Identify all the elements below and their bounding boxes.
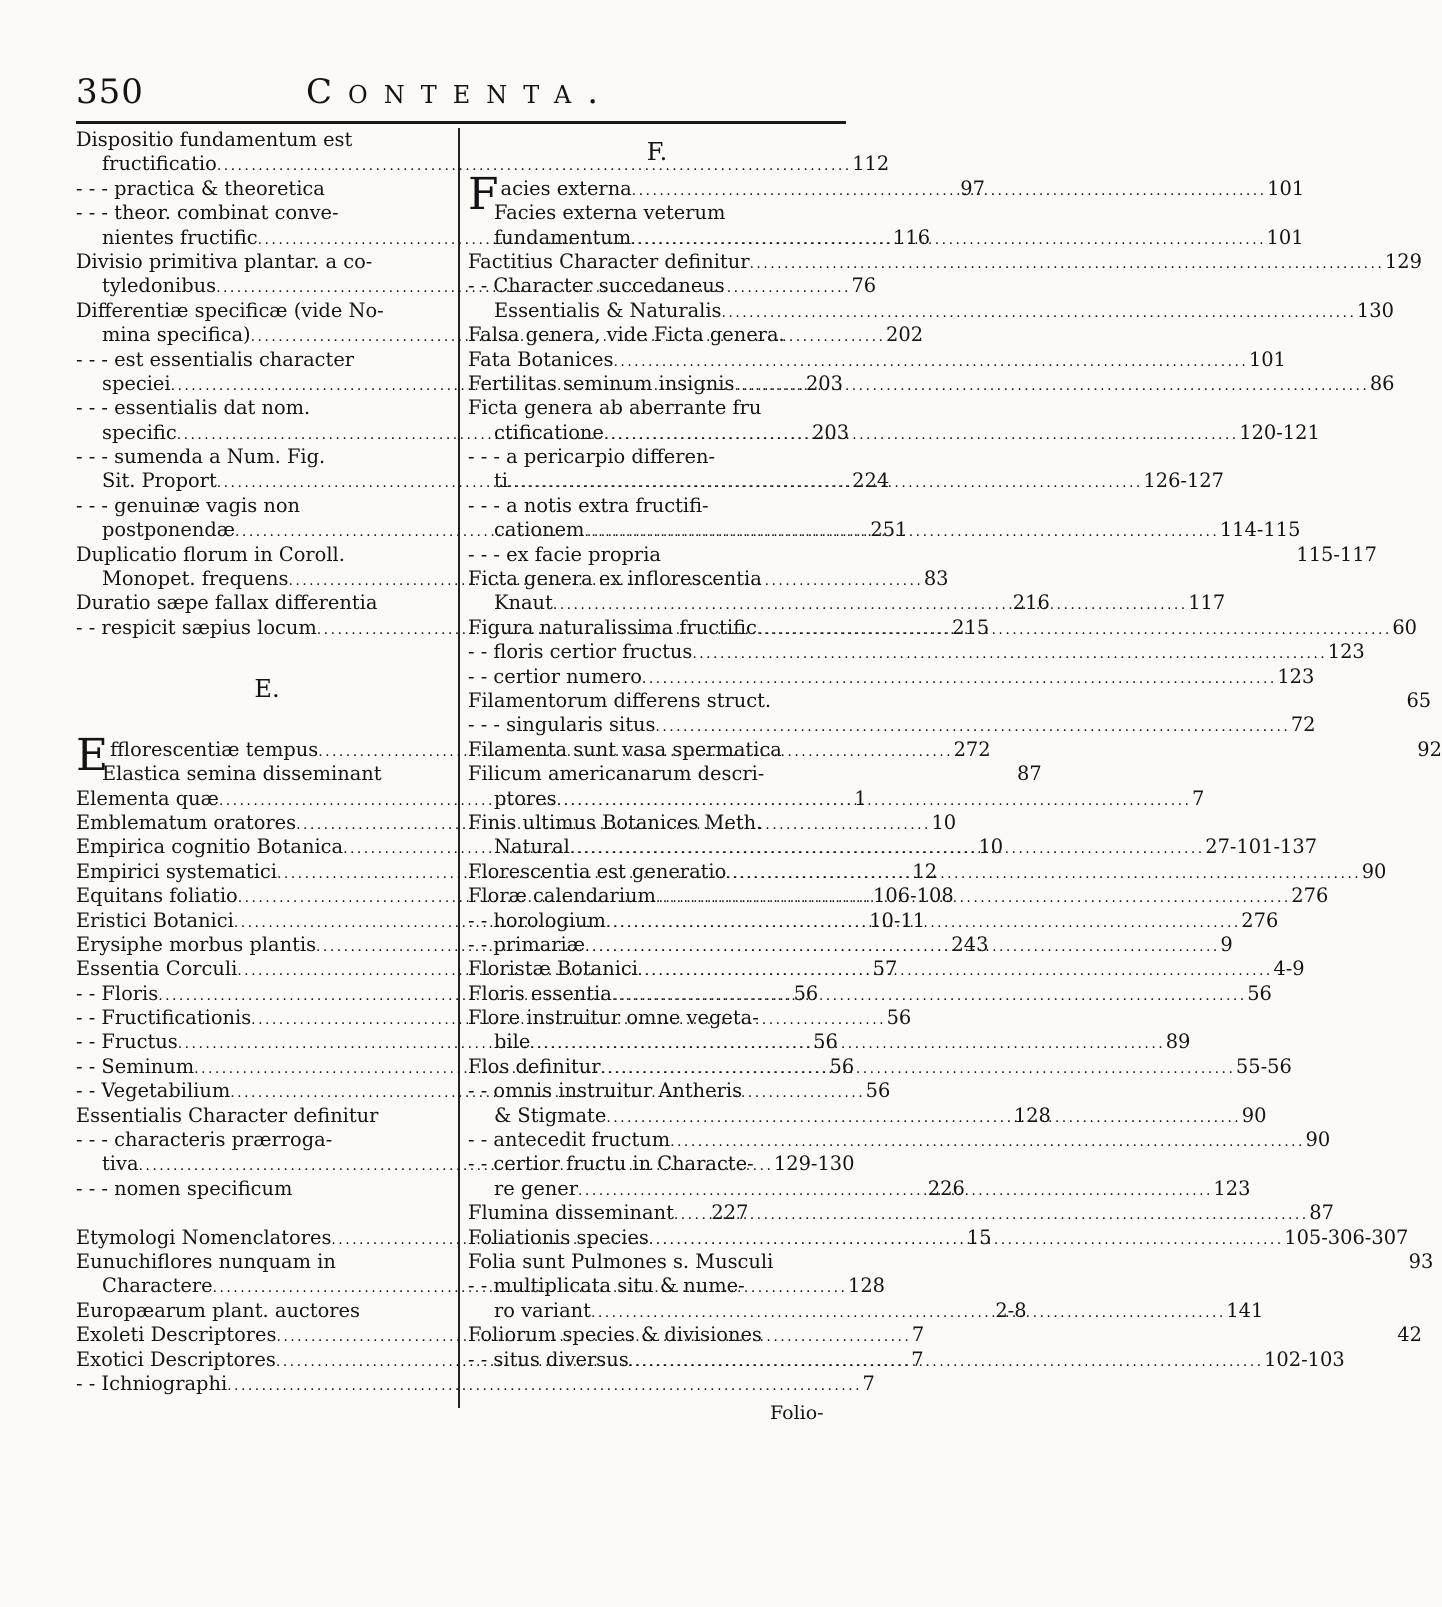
entry-term: - - - a pericarpio differen-: [468, 445, 716, 469]
entry-term: Etymologi Nomenclatores: [76, 1225, 332, 1249]
entry-term: Europæarum plant. auctores: [76, 1298, 360, 1322]
index-entry: [76, 299, 458, 323]
leader-dots: [757, 616, 1388, 640]
entry-term: - - primariæ: [468, 932, 585, 956]
entry-term: Essentialis & Naturalis: [494, 298, 722, 322]
page-reference: 42: [1397, 1323, 1422, 1347]
index-entry: [468, 786, 1205, 811]
entry-term: - - - nomen specificum: [76, 1176, 293, 1200]
entry-term: Fertilitas seminum insignis: [468, 371, 735, 395]
entry-term: Filamenta sunt vasa spermatica: [468, 737, 782, 761]
entry-term: - - Vegetabilium: [76, 1079, 231, 1103]
entry-term: Facies externa veterum: [494, 201, 726, 225]
entry-term: - - - ex facie propria: [468, 542, 661, 566]
page-reference: 83: [923, 567, 949, 591]
entry-term: Florescentia est generatio: [468, 859, 727, 883]
leader-dots: [557, 787, 1188, 811]
entry-term: Knaut: [494, 591, 553, 615]
entry-term: Floris essentia: [468, 981, 612, 1005]
entry-term: Elastica semina disseminant: [102, 762, 382, 786]
page-reference: [957, 445, 961, 469]
entry-term: Floræ calendarium: [468, 884, 656, 908]
entry-term: Eristici Botanici: [76, 908, 234, 932]
entry-term: - - - genuinæ vagis non: [76, 493, 300, 517]
page-reference: [984, 128, 988, 152]
page-reference: 276: [1241, 908, 1279, 932]
leader-dots: [606, 909, 1237, 933]
entry-term: Natural: [494, 835, 570, 859]
index-entry: [468, 1152, 846, 1176]
page-reference: [1346, 445, 1350, 469]
leader-dots: [692, 640, 1323, 664]
entry-term: Divisio primitiva plantar. a co-: [76, 249, 373, 273]
entry-term: ptores: [494, 786, 557, 810]
entry-term: Erysiphe morbus plantis: [76, 932, 317, 956]
running-title: Contenta.: [306, 72, 615, 112]
entry-term: Sit. Proport: [102, 469, 217, 493]
page-reference: 7: [862, 1371, 875, 1395]
entry-term: - - - theor. combinat conve-: [76, 201, 339, 225]
entry-term: - - antecedit fructum: [468, 1128, 671, 1152]
entry-term: Falsa genera, vide Ficta genera.: [468, 323, 785, 347]
entry-term: Fata Botanices: [468, 347, 614, 371]
leader-dots: [638, 957, 1269, 981]
page-reference: 60: [1392, 615, 1417, 639]
entry-term: - - - essentialis dat nom.: [76, 396, 311, 420]
entry-term: Elementa quæ: [76, 786, 219, 810]
entry-term: - - - est essentialis character: [76, 347, 355, 371]
page-reference: [1416, 323, 1420, 347]
index-entry: [468, 542, 1377, 567]
page-reference: 141: [1226, 1298, 1264, 1322]
entry-term: Duratio sæpe fallax differentia: [76, 591, 378, 615]
index-entry: [76, 1371, 875, 1396]
entry-term: - - - characteris prærroga-: [76, 1128, 333, 1152]
page-reference: 90: [1361, 859, 1387, 883]
index-entry: [76, 201, 458, 225]
entry-term: Duplicatio florum in Coroll.: [76, 542, 345, 566]
spacer: [76, 640, 458, 664]
entry-term: - - certior fructu in Characte-: [468, 1152, 754, 1176]
entry-term: specific: [102, 420, 177, 444]
entry-term: - - situs diversus: [468, 1347, 629, 1371]
page-reference: 27-101-137: [1205, 835, 1318, 859]
index-entry: [468, 420, 1320, 445]
index-entry: [468, 396, 846, 420]
entry-term: - - certior numero: [468, 664, 642, 688]
entry-term: Folia sunt Pulmones s. Musculi: [468, 1249, 774, 1273]
page-reference: 10: [931, 810, 957, 834]
page-reference: 120-121: [1239, 420, 1320, 444]
page-reference: 4-9: [1273, 957, 1305, 981]
page-reference: 251: [870, 518, 908, 542]
page-reference: 7: [1191, 786, 1205, 810]
index-entry: [76, 543, 458, 567]
index-entry: [76, 152, 890, 176]
page-reference: 128: [1013, 1103, 1051, 1127]
index-entry: [468, 1006, 846, 1030]
leader-dots: [629, 1348, 1260, 1372]
index-entry: [468, 981, 1272, 1006]
page-reference: 115-117: [1296, 542, 1377, 566]
page-reference: 202: [886, 323, 924, 347]
entry-term: Eunuchiflores nunquam in: [76, 1249, 336, 1273]
entry-term: re gener: [494, 1176, 579, 1200]
leader-dots: [656, 884, 1287, 908]
index-entry: [468, 249, 1422, 274]
page-reference: 86: [1369, 371, 1395, 395]
entry-term: Differentiæ specificæ (vide No-: [76, 298, 384, 322]
page-reference: 226: [927, 1176, 965, 1200]
entry-term: Empirica cognitio Botanica: [76, 835, 344, 859]
entry-term: - - Fructificationis: [76, 1006, 252, 1030]
entry-term-rest: fflorescentiæ tempus: [110, 737, 319, 761]
entry-term: - - - practica & theoretica: [76, 176, 325, 200]
page-reference: [967, 1250, 971, 1274]
leader-dots: [591, 1299, 1222, 1323]
entry-term: Filamentorum differens struct.: [468, 689, 772, 712]
entry-term: Ficta genera ex inflorescentia: [468, 567, 762, 591]
index-entry: [468, 835, 1318, 859]
leader-dots: [734, 372, 1365, 396]
index-entry: [468, 1274, 846, 1298]
page-reference: [1396, 762, 1400, 786]
entry-term: Flore instruitur omne vegeta-: [468, 1006, 759, 1030]
index-entry: [468, 1030, 1191, 1054]
page-reference: 65: [1406, 689, 1432, 712]
index-entry: [468, 689, 1432, 713]
entry-term: tiva: [102, 1152, 139, 1176]
page-reference: 203: [812, 420, 850, 444]
entry-term: Factitius Character definitur: [468, 249, 750, 273]
page-reference: 56: [813, 1030, 838, 1054]
page-reference: [1393, 396, 1397, 420]
leader-dots: [584, 518, 1215, 542]
column-divider: [458, 128, 460, 1408]
page-reference: 215: [952, 615, 990, 639]
page-reference: 216: [1012, 591, 1050, 615]
page-reference: 117: [1188, 591, 1226, 615]
index-entry: [76, 1250, 458, 1274]
page-reference: 2-8: [995, 1298, 1027, 1322]
page-reference: 9: [1220, 932, 1233, 956]
entry-term: ti: [494, 469, 508, 493]
entry-term-rest: acies externa: [500, 176, 632, 200]
entry-term: - - Floris: [76, 981, 159, 1005]
page-reference: 227: [711, 1201, 749, 1225]
leader-dots: [613, 348, 1244, 372]
page-header: [76, 70, 846, 120]
leader-dots: [674, 1201, 1305, 1225]
page-reference: 101: [1267, 176, 1305, 200]
index-entry: [468, 811, 846, 835]
page-reference: 7: [911, 1323, 925, 1347]
index-entry: [468, 1079, 846, 1103]
page-reference: 123: [1213, 1176, 1251, 1200]
index-entry: [76, 128, 458, 152]
entry-term: ro variant: [494, 1298, 591, 1322]
page-reference: 129: [1384, 249, 1422, 273]
entry-term: Filicum americanarum descri-: [468, 762, 765, 786]
index-entry: [468, 201, 846, 225]
page-reference: 106-108: [873, 884, 954, 908]
page-reference: 56: [1247, 981, 1272, 1005]
page-reference: 101: [1248, 347, 1286, 371]
entry-term: - - respicit sæpius locum: [76, 615, 317, 639]
page-reference: 12: [912, 859, 938, 883]
page-reference: 92: [1417, 737, 1442, 761]
entry-term: - - - sumenda a Num. Fig.: [76, 445, 326, 469]
index-entry: [468, 713, 1316, 737]
index-entry: [468, 567, 846, 591]
page-reference: 10-11: [869, 908, 926, 932]
page-reference: 272: [953, 737, 991, 761]
index-entry: [468, 1054, 1292, 1079]
section-letter: F.: [646, 138, 668, 166]
leader-dots: [722, 299, 1353, 323]
page-reference: 243: [951, 932, 989, 956]
entry-term: cationem: [494, 518, 585, 542]
page-reference: 7: [911, 1347, 924, 1371]
page-reference: 56: [886, 1006, 912, 1030]
index-entry: [76, 250, 458, 274]
page-reference: [931, 494, 935, 518]
catchword: Folio-: [770, 1402, 824, 1424]
page-reference: 130: [1356, 298, 1394, 322]
index-entry: [76, 1128, 458, 1152]
index-entry: [468, 371, 1395, 396]
page-reference: 76: [851, 274, 877, 298]
leader-dots: [553, 591, 1184, 615]
index-entry: [468, 1347, 1345, 1372]
index-entry: [468, 274, 846, 298]
entry-term: Exotici Descriptores: [76, 1347, 276, 1371]
page-reference: 90: [1305, 1128, 1331, 1152]
page-reference: [1356, 274, 1360, 298]
leader-dots: [670, 1128, 1301, 1152]
page-reference: 112: [852, 152, 890, 176]
page-reference: 203: [805, 371, 843, 395]
entry-term: nientes fructific: [102, 225, 258, 249]
entry-term: Floristæ Botanici: [468, 957, 638, 981]
index-entry: [76, 348, 458, 372]
page-reference: 116: [893, 225, 931, 249]
entry-term: - - Character succedaneus: [468, 274, 725, 298]
entry-term: postponendæ: [102, 518, 236, 542]
index-entry: [468, 640, 1365, 664]
entry-term: fundamentum: [494, 225, 632, 249]
index-entry: [76, 396, 458, 420]
page-reference: 102-103: [1264, 1347, 1345, 1371]
leader-dots: [570, 835, 1201, 859]
index-entry: [468, 323, 846, 347]
entry-term: fructificatio: [102, 152, 217, 176]
page-reference: 90: [1241, 1103, 1267, 1127]
entry-term: Emblematum oratores: [76, 810, 297, 834]
leader-dots: [227, 1372, 858, 1396]
page-reference: 87: [1016, 762, 1042, 786]
leader-dots: [655, 713, 1286, 737]
page-reference: [1390, 1006, 1394, 1030]
leader-dots: [530, 1030, 1161, 1054]
page-reference: 15: [966, 1225, 992, 1249]
entry-term: Monopet. frequens: [102, 567, 289, 591]
page-reference: 97: [960, 176, 985, 200]
entry-term: Figura naturalissima fructific: [468, 615, 757, 639]
page-reference: 72: [1290, 713, 1316, 737]
page-reference: [1357, 201, 1361, 225]
index-entry: [468, 1128, 1331, 1152]
page-reference: 128: [847, 1274, 885, 1298]
entry-term: speciei: [102, 371, 171, 395]
entry-term: Foliationis species: [468, 1225, 649, 1249]
leader-dots: [508, 469, 1139, 493]
entry-term: mina specifica): [102, 323, 251, 347]
page-reference: 10: [978, 835, 1004, 859]
page-reference: 1: [854, 786, 867, 810]
page-number: 350: [76, 72, 144, 112]
page-reference: [1340, 494, 1344, 518]
page-reference: 126-127: [1143, 469, 1224, 493]
entry-term: bile: [494, 1030, 531, 1054]
index-entry: [76, 494, 458, 518]
entry-term: Charactere: [102, 1274, 213, 1298]
page-reference: 55-56: [1235, 1054, 1292, 1078]
page-reference: 129-130: [773, 1152, 855, 1176]
entry-term: & Stigmate: [494, 1103, 607, 1127]
entry-term: - - - a notis extra fructifi-: [468, 493, 709, 517]
index-entry: [76, 445, 458, 469]
index-entry: [468, 1323, 1422, 1347]
index-entry: [468, 298, 1394, 323]
entry-term: - - - singularis situs: [468, 713, 656, 737]
leader-dots: [631, 226, 1262, 250]
index-entry: [468, 762, 846, 786]
entry-term: - - omnis instruitur Antheris: [468, 1079, 743, 1103]
page-reference: 114-115: [1219, 518, 1301, 542]
spacer: [76, 713, 458, 737]
index-entry: [468, 1249, 1434, 1274]
page-reference: 101: [1266, 225, 1304, 249]
section-letter: E.: [254, 674, 280, 703]
page-reference: 276: [1291, 884, 1329, 908]
leader-dots: [606, 1104, 1237, 1128]
page-reference: 57: [872, 957, 898, 981]
leader-dots: [632, 177, 1263, 201]
entry-term: - - Seminum: [76, 1054, 195, 1078]
page-reference: 105-306-307: [1284, 1225, 1409, 1249]
page-reference: [976, 543, 980, 567]
leader-dots: [585, 933, 1216, 957]
page-reference: [970, 201, 974, 225]
entry-term: Dispositio fundamentum est: [76, 128, 353, 151]
page-reference: 93: [1408, 1249, 1434, 1273]
leader-dots: [604, 421, 1235, 445]
page-reference: [1373, 1079, 1377, 1103]
page-reference: [1385, 1152, 1389, 1176]
page-reference: 56: [865, 1079, 891, 1103]
index-entry: [468, 347, 1286, 372]
page-reference: [1394, 811, 1398, 835]
page-reference: 56: [829, 1054, 855, 1078]
leader-dots: [642, 665, 1273, 689]
entry-term: Empirici systematici: [76, 859, 277, 883]
leader-dots: [649, 1226, 1280, 1250]
page-reference: 224: [852, 469, 890, 493]
entry-term: [468, 168, 632, 220]
leader-dots: [726, 860, 1357, 884]
entry-term: ctificatione: [494, 420, 604, 444]
entry-term: - - horologium: [468, 908, 606, 932]
leader-dots: [612, 982, 1243, 1006]
page-reference: [942, 396, 946, 420]
page-reference: 123: [1277, 664, 1315, 688]
entry-term: Foliorum species & divisiones: [468, 1323, 762, 1347]
leader-dots: [578, 1177, 1209, 1201]
header-rule: [76, 121, 846, 124]
index-entry: [468, 445, 846, 469]
page-reference: 123: [1327, 640, 1365, 664]
index-entry: [468, 494, 846, 518]
entry-term: - - Ichniographi: [76, 1371, 228, 1395]
entry-term: Essentia Corculi: [76, 957, 238, 981]
entry-term: Flos definitur: [468, 1054, 601, 1078]
entry-term: - - multiplicata situ & nume-: [468, 1274, 745, 1298]
entry-term: Finis ultimus Botanices Meth.: [468, 810, 763, 834]
page-reference: 56: [793, 981, 819, 1005]
entry-term: Flumina disseminant: [468, 1201, 674, 1225]
entry-term: Equitans foliatio: [76, 884, 238, 908]
page-reference: [1376, 1274, 1380, 1298]
entry-term: - - floris certior fructus: [468, 640, 693, 664]
leader-dots: [750, 250, 1381, 274]
drop-initial: E: [76, 729, 109, 781]
leader-dots: [601, 1055, 1232, 1079]
drop-initial: F: [468, 168, 499, 220]
entry-term: Exoleti Descriptores: [76, 1323, 277, 1347]
page-reference: [1393, 567, 1397, 591]
entry-term: tyledonibus: [102, 274, 217, 298]
page-reference: 89: [1165, 1030, 1191, 1054]
entry-term: Essentialis Character definitur: [76, 1103, 379, 1127]
index-entry: [468, 664, 1315, 689]
entry-term: - - Fructus: [76, 1030, 178, 1054]
index-entry: [468, 1201, 1334, 1225]
page-reference: 87: [1309, 1201, 1334, 1225]
entry-term: Ficta genera ab aberrante fru: [468, 396, 762, 420]
